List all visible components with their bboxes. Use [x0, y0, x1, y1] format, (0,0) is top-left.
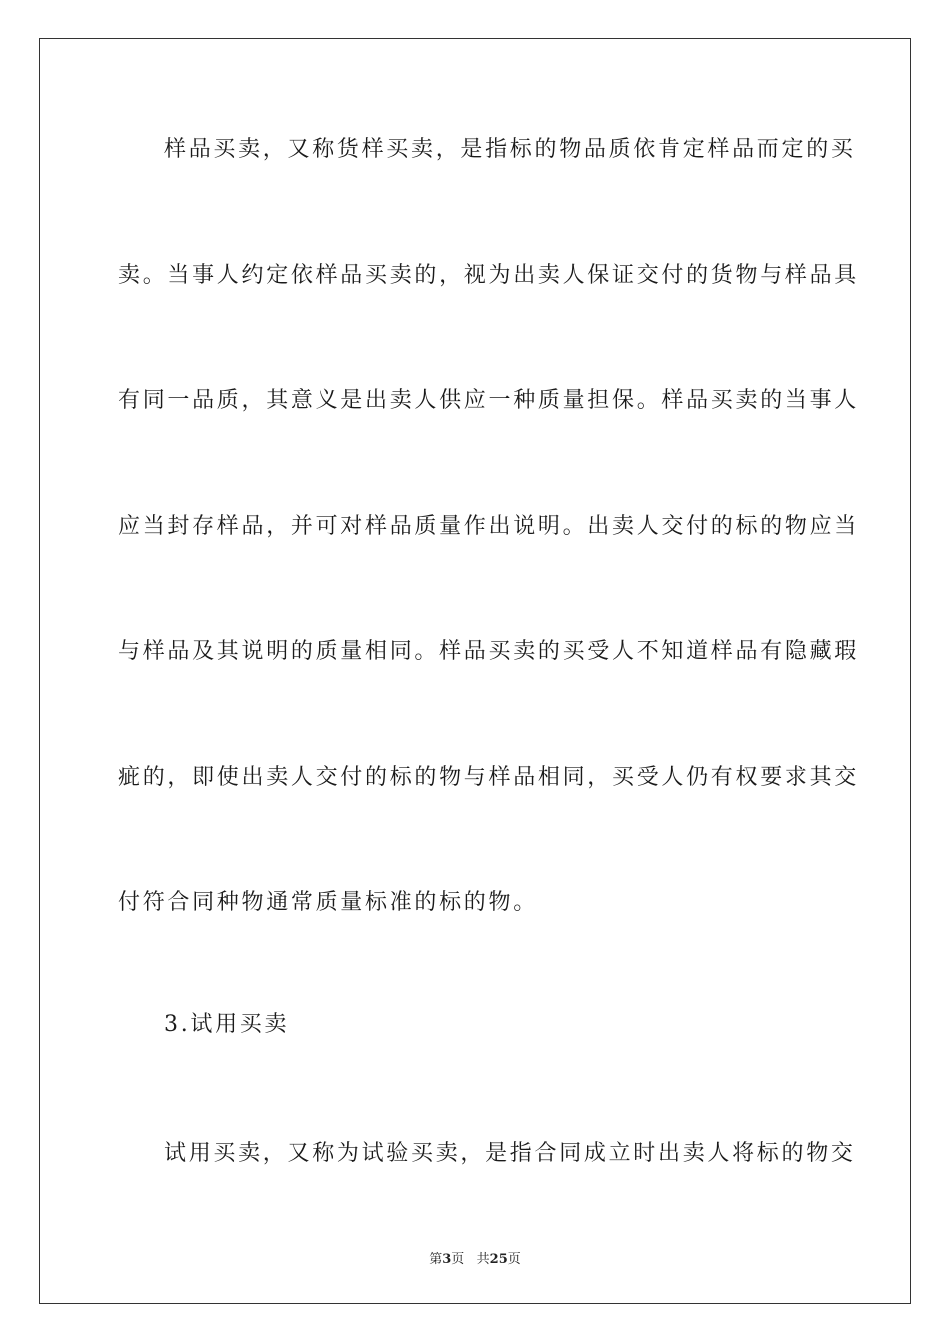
- paragraph-line: 卖。当事人约定依样品买卖的，视为出卖人保证交付的货物与样品具: [118, 263, 860, 288]
- paragraph-line: 试用买卖，又称为试验买卖，是指合同成立时出卖人将标的物交: [164, 1141, 856, 1166]
- paragraph-line: 付符合同种物通常质量标准的标的物。: [118, 890, 538, 915]
- paragraph-line: 与样品及其说明的质量相同。样品买卖的买受人不知道样品有隐藏瑕: [118, 639, 860, 664]
- paragraph-line: 有同一品质，其意义是出卖人供应一种质量担保。样品买卖的当事人: [118, 388, 860, 413]
- paragraph-line: 疵的，即使出卖人交付的标的物与样品相同，买受人仍有权要求其交: [118, 765, 860, 790]
- section-heading: 3.试用买卖: [164, 1012, 290, 1037]
- page-border: [39, 38, 911, 1304]
- footer-middle: 页 共: [451, 1252, 490, 1267]
- footer-prefix: 第: [429, 1252, 443, 1267]
- footer-total-pages: 25: [489, 1252, 508, 1267]
- paragraph-line: 样品买卖，又称货样买卖，是指标的物品质依肯定样品而定的买: [164, 137, 856, 162]
- footer-suffix: 页: [507, 1252, 521, 1267]
- page-footer: [0, 1248, 950, 1267]
- paragraph-line: 应当封存样品，并可对样品质量作出说明。出卖人交付的标的物应当: [118, 514, 860, 539]
- footer-page-number: 3: [442, 1252, 452, 1267]
